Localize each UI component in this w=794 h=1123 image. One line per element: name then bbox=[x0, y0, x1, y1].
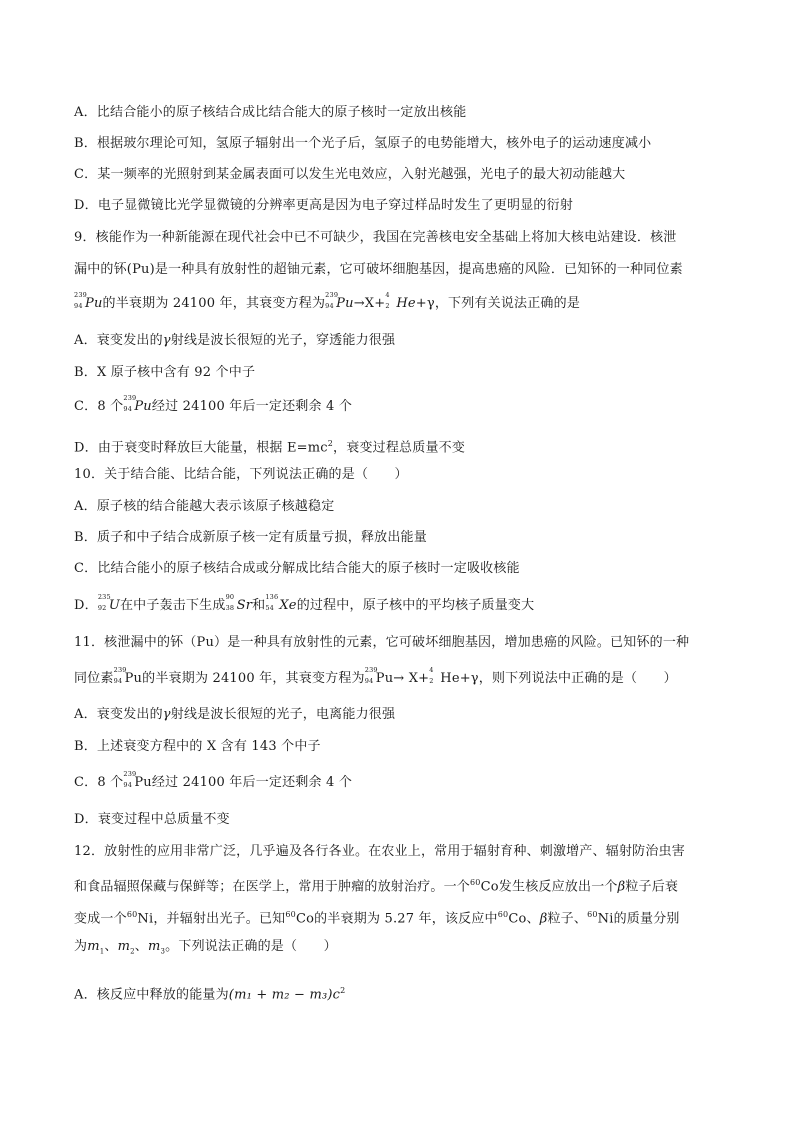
q10-option-a: A．原子核的结合能越大表示该原子核越稳定 bbox=[74, 499, 335, 514]
isotope-pu-239-eq: 239 94 Pu bbox=[325, 291, 354, 311]
q8-option-b: B．根据玻尔理论可知，氢原子辐射出一个光子后，氢原子的电势能增大，核外电子的运动速度减小 bbox=[74, 136, 652, 151]
q9-stem-line2: 漏中的钚(Pu)是一种具有放射性的超铀元素，它可破坏细胞基因，提高患癌的风险．已知钚的一种同位素 bbox=[74, 262, 683, 277]
isotope-xe-136: 136 54 Xe bbox=[265, 593, 297, 613]
q12-option-a: A．核反应中释放的能量为$(m_1 + m_2 - m_3)c^2$ bbox=[74, 986, 346, 1003]
isotope-sr-90: 90 38 Sr bbox=[225, 593, 253, 613]
q11-option-b: B．上述衰变方程中的 X 含有 143 个中子 bbox=[74, 739, 321, 754]
q12-stem-line3: 变成一个$^{60}$Ni，并辐射出光子。已知$^{60}$Co的半衰期为 5.27 年，该反应中$^{60}$Co、β粒子、$^{60}$Ni的质量分别 bbox=[74, 910, 680, 927]
q11-option-d: D．衰变过程中总质量不变 bbox=[74, 812, 230, 827]
isotope-pu-239-q11-eq: 239 94 Pu bbox=[364, 666, 394, 686]
q12-stem-line2: 和食品辐照保藏与保鲜等；在医学上，常用于肿瘤的放射治疗。一个$^{60}$Co发生核反应放出一个β粒子后衰 bbox=[74, 878, 679, 895]
q10-stem: 10．关于结合能、比结合能，下列说法正确的是（ ） bbox=[74, 467, 408, 482]
q9-option-b: B．X 原子核中含有 92 个中子 bbox=[74, 365, 256, 380]
isotope-he-4-q11: 4 2 He bbox=[429, 666, 460, 686]
q9-option-d: D．由于衰变时释放巨大能量，根据 $E=mc^2$，衰变过程总质量不变 bbox=[74, 439, 466, 456]
isotope-he-4: 4 2 He bbox=[385, 291, 416, 311]
q10-option-c: C．比结合能小的原子核结合成或分解成比结合能大的原子核时一定吸收核能 bbox=[74, 561, 520, 576]
q8-option-a: A．比结合能小的原子核结合成比结合能大的原子核时一定放出核能 bbox=[74, 105, 467, 120]
energy-formula: (m₁ + m₂ − m₃)c bbox=[228, 987, 341, 1003]
isotope-pu-239-q11: 239 94 Pu bbox=[113, 666, 143, 686]
q9-stem-line3: 239 94 Pu的半衰期为 24100 年，其衰变方程为 239 94 Pu→X+ 4 2 He+γ，下列有关说法正确的是 bbox=[74, 291, 581, 311]
q11-option-c: C．8 个 239 94 Pu经过 24100 年后一定还剩余 4 个 bbox=[74, 770, 353, 790]
isotope-u-235: 235 92 U bbox=[97, 593, 120, 613]
q11-stem-line1: 11．核泄漏中的钚（Pu）是一种具有放射性的元素，它可破坏细胞基因，增加患癌的风险。已知钚的一种 bbox=[74, 635, 690, 650]
q12-stem-line1: 12．放射性的应用非常广泛，几乎遍及各行各业。在农业上，常用于辐射育种、刺激增产、辐射防治虫害 bbox=[74, 844, 685, 859]
q8-option-c: C．某一频率的光照射到某金属表面可以发生光电效应，入射光越强，光电子的最大初动能越大 bbox=[74, 167, 626, 182]
q8-option-d: D．电子显微镜比光学显微镜的分辨率更高是因为电子穿过样品时发生了更明显的衍射 bbox=[74, 198, 574, 213]
q9-stem-line1: 9．核能作为一种新能源在现代社会中已不可缺少，我国在完善核电安全基础上将加大核电站建设．核泄 bbox=[74, 230, 677, 245]
isotope-pu-239-c: 239 94 Pu bbox=[123, 394, 152, 414]
q9-option-a: A．衰变发出的γ射线是波长很短的光子，穿透能力很强 bbox=[74, 333, 396, 348]
q10-option-d: D． 235 92 U在中子轰击下生成 90 38 Sr和 136 54 Xe的过程中，原子核中的平均核子质量变大 bbox=[74, 593, 535, 613]
isotope-pu-239-q11-c: 239 94 Pu bbox=[123, 770, 152, 790]
q10-option-b: B．质子和中子结合成新原子核一定有质量亏损，释放出能量 bbox=[74, 530, 427, 545]
q11-stem-line2: 同位素 239 94 Pu的半衰期为 24100 年，其衰变方程为 239 94 Pu→ X+ 4 2 He+γ，则下列说法中正确的是（ ） bbox=[74, 666, 677, 686]
q12-stem-line4: 为$m_1$、$m_2$、$m_3$。下列说法正确的是（ ） bbox=[74, 939, 337, 956]
isotope-pu-239: 239 94 Pu bbox=[74, 291, 103, 311]
q11-option-a: A．衰变发出的γ射线是波长很短的光子，电离能力很强 bbox=[74, 707, 396, 722]
q9-option-c: C．8 个 239 94 Pu经过 24100 年后一定还剩余 4 个 bbox=[74, 394, 353, 414]
